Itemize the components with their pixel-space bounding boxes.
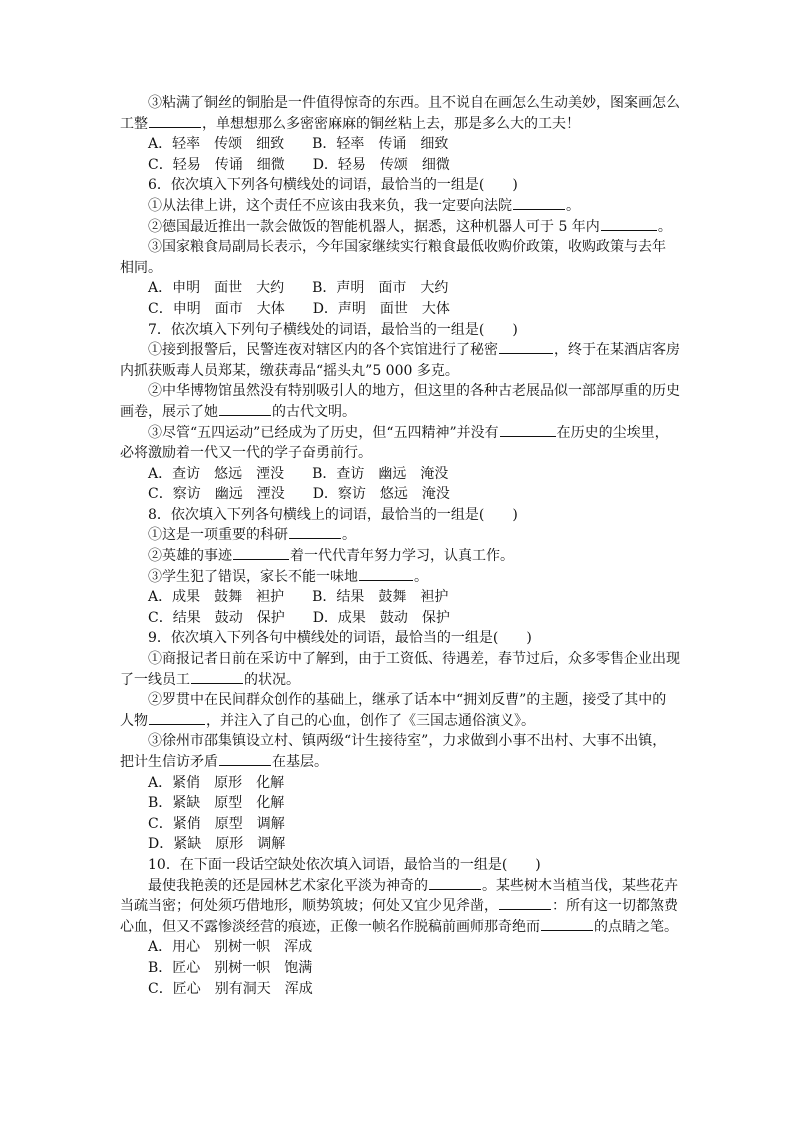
answer-blank[interactable]	[500, 423, 556, 437]
option-line: A．申明 面世 大约 B．声明 面市 大约	[148, 280, 449, 297]
text-line: ③粘满了铜丝的铜胎是一件值得惊奇的东西。且不说自在画怎么生动美妙，图案画怎么	[148, 95, 680, 111]
answer-blank[interactable]	[429, 876, 481, 890]
text-line: ②英雄的事迹 着一代代青年努力学习，认真工作。	[148, 548, 514, 565]
text-line: ③学生犯了错误，家长不能一味地 。	[148, 568, 428, 585]
text-line: ①接到报警后，民警连夜对辖区内的各个宾馆进行了秘密 ，终于在某酒店客房	[148, 342, 680, 359]
text-line: ②德国最近推出一款会做饭的智能机器人，据悉，这种机器人可于 5 年内 。	[148, 218, 672, 235]
text-line: 必将激励着一代又一代的学子奋勇前行。	[120, 445, 372, 462]
option-line: A．查访 悠远 湮没 B．查访 幽远 淹没	[148, 465, 449, 482]
option-line: C．结果 鼓动 保护 D．成果 鼓动 保护	[148, 609, 450, 626]
answer-blank[interactable]	[149, 114, 201, 128]
text-line: 相同。	[120, 259, 162, 276]
question-9: 9．依次填入下列各句中横线处的词语，最恰当的一组是( )	[148, 630, 532, 647]
text-line: 最使我艳羡的还是园林艺术家化平淡为神奇的 。某些树木当植当伐，某些花卉	[148, 877, 678, 894]
answer-blank[interactable]	[289, 525, 341, 539]
text-line: ②中华博物馆虽然没有特别吸引人的地方，但这里的各种古老展品似一部部厚重的历史	[148, 383, 680, 400]
option-line: C．轻易 传诵 细微 D．轻易 传颂 细微	[148, 156, 450, 173]
option-line: B．匠心 别树一帜 饱满	[148, 959, 313, 976]
question-6: 6．依次填入下列各句横线处的词语，最恰当的一组是( )	[148, 177, 518, 194]
answer-blank[interactable]	[513, 196, 565, 210]
answer-blank[interactable]	[219, 752, 271, 766]
question-7: 7．依次填入下列句子横线处的词语，最恰当的一组是( )	[148, 321, 518, 338]
text-line: 了一线员工 的状况。	[120, 671, 300, 688]
text-line: 内抓获贩毒人员郑某，缴获毒品“摇头丸”5 000 多克。	[120, 362, 459, 379]
answer-blank[interactable]	[499, 896, 551, 910]
answer-blank[interactable]	[359, 567, 413, 581]
option-line: A．成果 鼓舞 袒护 B．结果 鼓舞 袒护	[148, 589, 449, 606]
option-line: B．紧缺 原型 化解	[148, 795, 285, 812]
question-8: 8．依次填入下列各句横线上的词语，最恰当的一组是( )	[148, 506, 518, 523]
text-line: ③国家粮食局副局长表示，今年国家继续实行粮食最低收购价政策，收购政策与去年	[148, 239, 666, 256]
option-line: D．紧缺 原形 调解	[148, 836, 286, 853]
option-line: C．匠心 别有洞天 浑成	[148, 980, 313, 997]
text-line: 画卷，展示了她 的古代文明。	[120, 403, 356, 420]
answer-blank[interactable]	[233, 546, 289, 560]
answer-blank[interactable]	[191, 670, 243, 684]
answer-blank[interactable]	[219, 402, 271, 416]
option-line: C．申明 面市 大体 D．声明 面世 大体	[148, 300, 450, 317]
text-line: 人物 ，并注入了自己的心血，创作了《三国志通俗演义》。	[120, 712, 535, 729]
text-line: 把计生信访矛盾 在基层。	[120, 754, 328, 770]
answer-blank[interactable]	[499, 340, 553, 354]
option-line: C．察访 幽远 湮没 D．察访 悠远 淹没	[148, 486, 450, 503]
text-line: ①商报记者日前在采访中了解到，由于工资低、待遇差，春节过后，众多零售企业出现	[148, 651, 680, 668]
option-line: C．紧俏 原型 调解	[148, 815, 285, 832]
text-line: 心血，但又不露惨淡经营的痕迹，正像一帧名作脱稿前画师那奇绝而 的点睛之笔。	[120, 918, 678, 935]
answer-blank[interactable]	[541, 917, 593, 931]
document-page	[120, 93, 680, 999]
option-line: A．用心 别树一帜 浑成	[148, 939, 313, 956]
text-line: ①这是一项重要的科研 。	[148, 527, 356, 544]
question-10: 10．在下面一段话空缺处依次填入词语，最恰当的一组是( )	[148, 856, 541, 873]
text-line: 工整 ，单想想那么多密密麻麻的铜丝粘上去，那是多么大的工夫！	[120, 115, 580, 132]
option-line: A．紧俏 原形 化解	[148, 774, 285, 791]
text-line: ③徐州市邵集镇设立村、镇两级“计生接待室”，力求做到小事不出村、大事不出镇，	[148, 733, 667, 750]
text-line: ②罗贯中在民间群众创作的基础上，继承了话本中“拥刘反曹”的主题，接受了其中的	[148, 692, 667, 709]
option-line: A．轻率 传颂 细致 B．轻率 传诵 细致	[148, 136, 449, 153]
answer-blank[interactable]	[601, 217, 657, 231]
answer-blank[interactable]	[149, 711, 205, 725]
text-line: 当疏当密；何处须巧借地形，顺势筑坡；何处又宜少见斧凿， ：所有这一切都煞费	[120, 898, 678, 915]
text-line: ①从法律上讲，这个责任不应该由我来负，我一定要向法院 。	[148, 197, 580, 214]
text-line: ③尽管“五四运动”已经成为了历史，但“五四精神”并没有 在历史的尘埃里，	[148, 424, 669, 441]
